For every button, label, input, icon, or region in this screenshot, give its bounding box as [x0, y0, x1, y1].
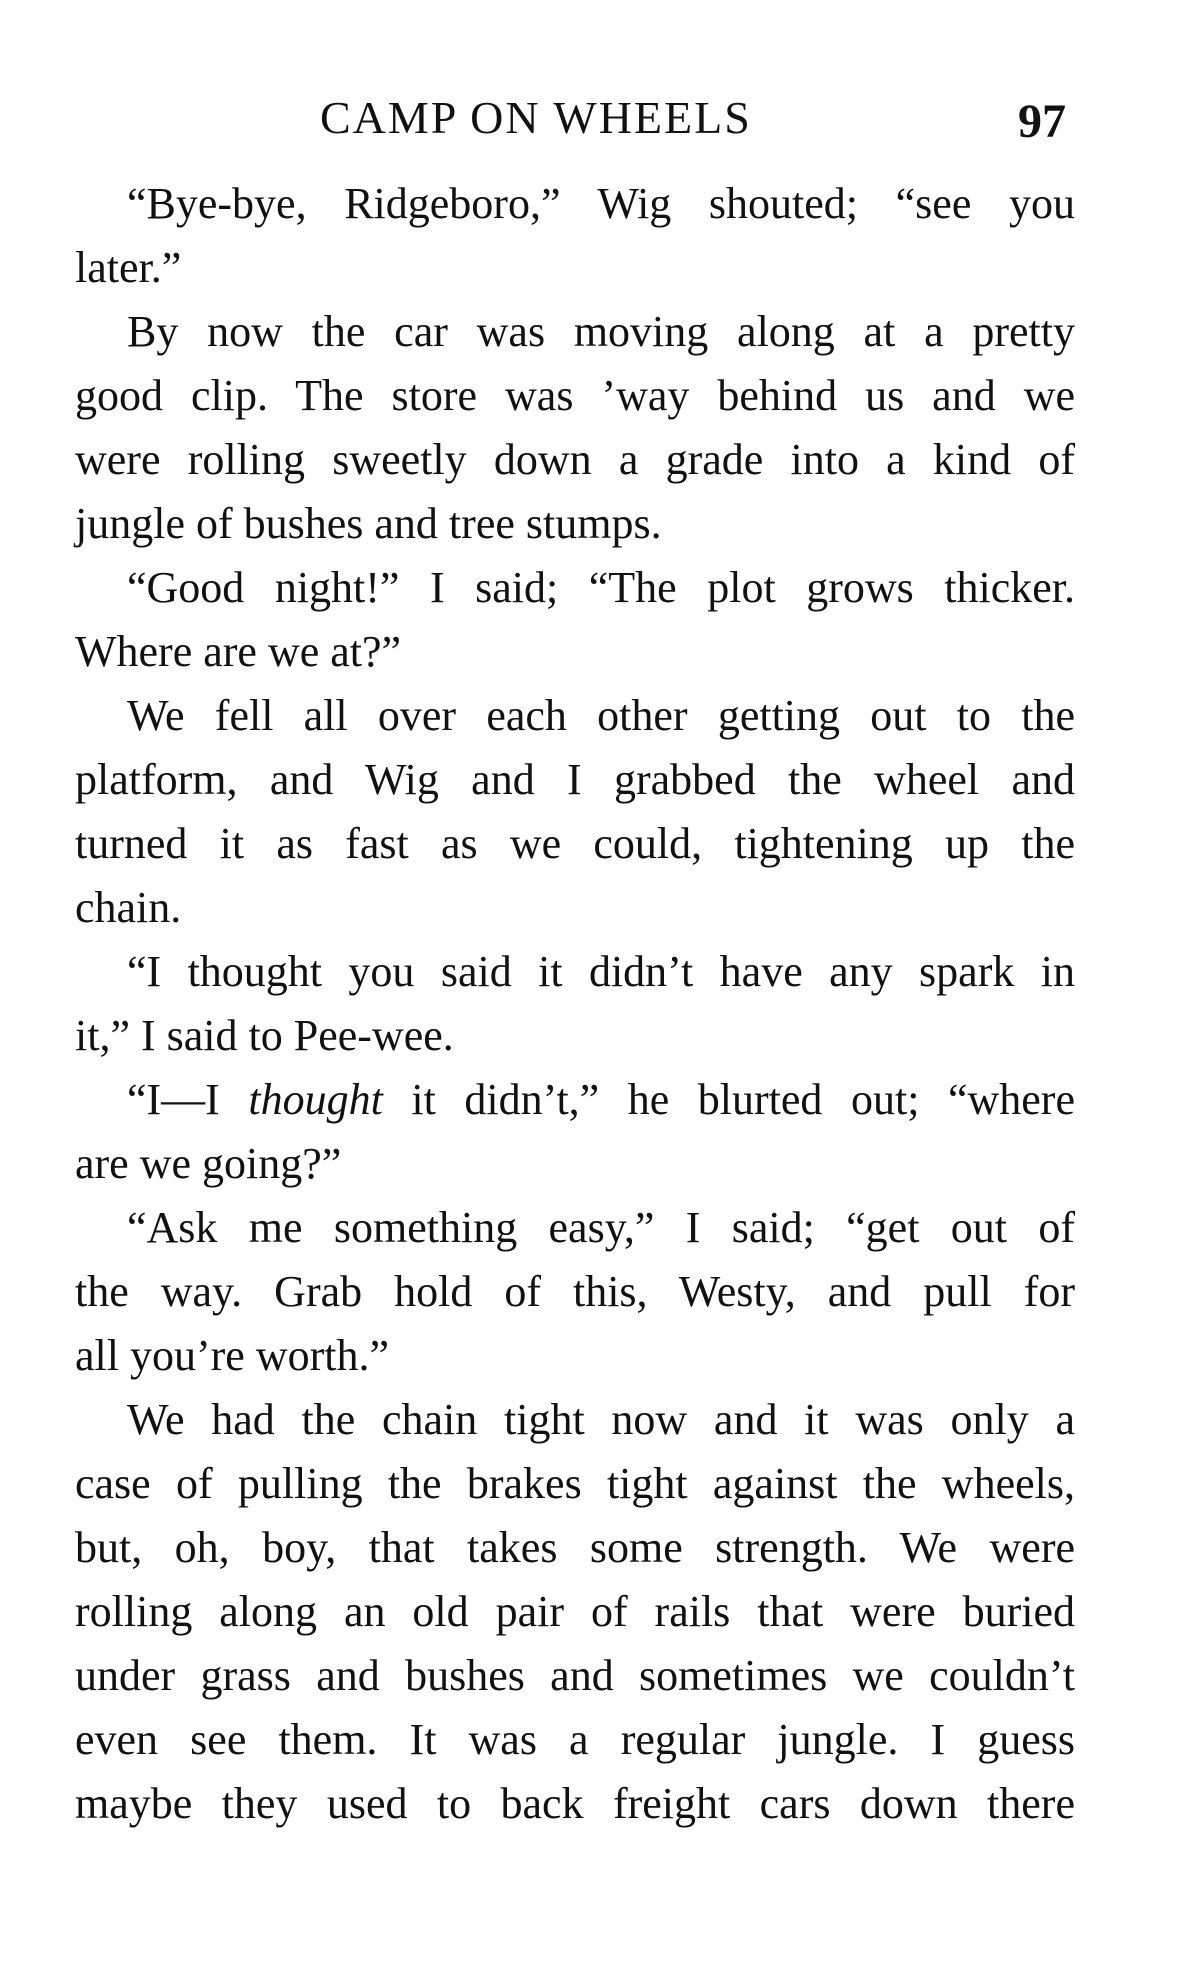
text-line: later.”: [75, 243, 182, 292]
text-line: turned it as fast as we could, tightening up the: [75, 819, 1075, 868]
body-text: [75, 172, 1075, 1836]
text-line: platform, and Wig and I grabbed the wheel and: [75, 755, 1075, 804]
text-line: By now the car was moving along at a pretty: [127, 307, 1075, 356]
page-number: 97: [1018, 95, 1066, 148]
running-head-title: CAMP ON WHEELS: [320, 92, 752, 143]
text-line: rolling along an old pair of rails that were buried: [75, 1587, 1075, 1636]
text-line: it,” I said to Pee-wee.: [75, 1011, 454, 1060]
text-fragment: “I—I: [127, 1075, 249, 1124]
text-line: We fell all over each other getting out to the: [127, 691, 1075, 740]
text-line: all you’re worth.”: [75, 1331, 389, 1380]
text-line: “I thought you said it didn’t have any spark in: [127, 947, 1075, 996]
paragraph: [75, 940, 1075, 1068]
text-line: but, oh, boy, that takes some strength. We were: [75, 1523, 1075, 1572]
paragraph: [75, 1388, 1075, 1836]
text-line: case of pulling the brakes tight against the wheels,: [75, 1459, 1075, 1508]
paragraph: [75, 172, 1075, 300]
text-line: under grass and bushes and sometimes we couldn’t: [75, 1651, 1075, 1700]
text-line: were rolling sweetly down a grade into a kind of: [75, 435, 1075, 484]
paragraph: [75, 1068, 1075, 1196]
italic-emphasis: thought: [248, 1075, 383, 1124]
text-line: [75, 1068, 1075, 1132]
text-line: Where are we at?”: [75, 627, 402, 676]
paragraph: [75, 556, 1075, 684]
text-line: “Bye-bye, Ridgeboro,” Wig shouted; “see you: [127, 179, 1075, 228]
paragraph: [75, 1196, 1075, 1388]
paragraph: [75, 300, 1075, 556]
text-fragment: it didn’t,” he blurted out; “where: [382, 1075, 1075, 1124]
text-line: are we going?”: [75, 1139, 342, 1188]
text-line: We had the chain tight now and it was only a: [127, 1395, 1075, 1444]
text-line: even see them. It was a regular jungle. I guess: [75, 1715, 1075, 1764]
text-line: the way. Grab hold of this, Westy, and pull for: [75, 1267, 1075, 1316]
text-line: “Good night!” I said; “The plot grows thicker.: [127, 563, 1075, 612]
text-line: chain.: [75, 883, 182, 932]
text-line: maybe they used to back freight cars down there: [75, 1779, 1075, 1828]
text-line: good clip. The store was ’way behind us and we: [75, 371, 1075, 420]
text-line: “Ask me something easy,” I said; “get out of: [127, 1203, 1075, 1252]
text-line: jungle of bushes and tree stumps.: [75, 499, 662, 548]
paragraph: [75, 684, 1075, 940]
